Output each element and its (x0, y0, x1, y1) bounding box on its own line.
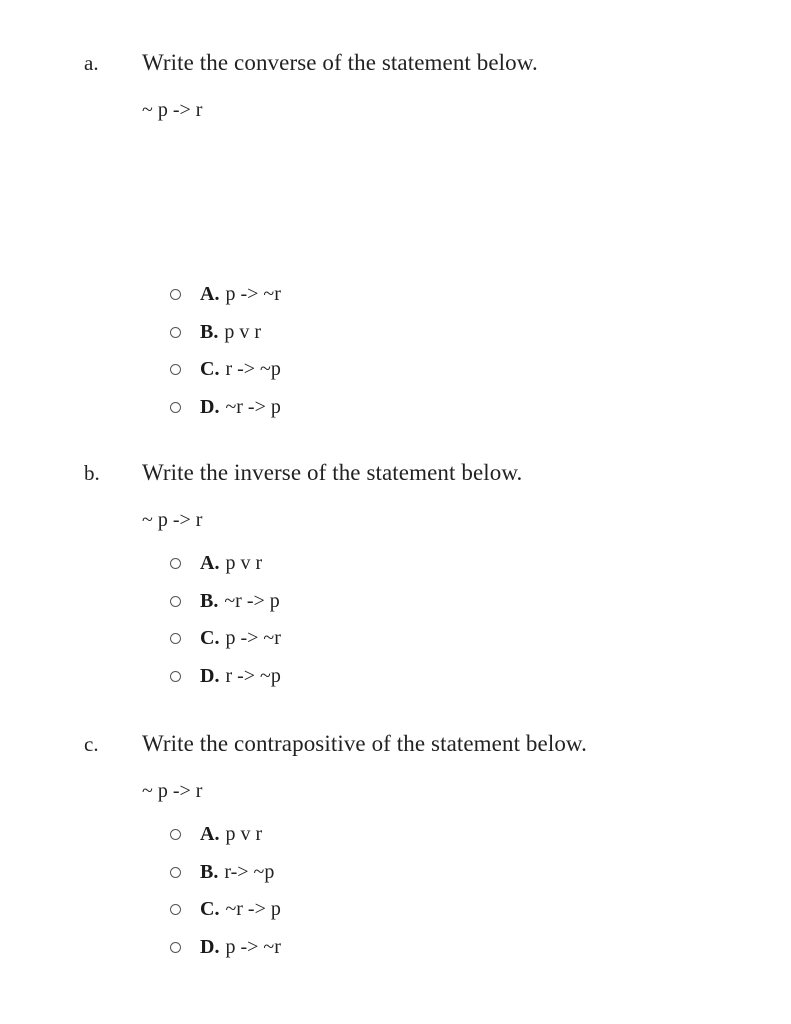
option-text: p v r (225, 552, 263, 575)
radio-button[interactable] (170, 402, 181, 413)
option-letter: D. (200, 935, 220, 958)
option-letter: A. (200, 552, 220, 575)
option-text: r -> ~p (225, 358, 281, 381)
option-letter: D. (200, 395, 220, 418)
option-a[interactable] (170, 276, 281, 314)
question-statement: ~ p -> r (142, 509, 203, 531)
option-d[interactable] (170, 389, 281, 427)
option-letter: B. (200, 589, 219, 612)
option-a[interactable] (170, 545, 281, 583)
option-c[interactable] (170, 620, 281, 658)
radio-button[interactable] (170, 364, 181, 375)
answer-options (170, 545, 281, 695)
option-letter: A. (200, 283, 220, 306)
radio-button[interactable] (170, 633, 181, 644)
radio-button[interactable] (170, 558, 181, 569)
answer-options (170, 276, 281, 426)
question-letter: b. (84, 461, 100, 485)
radio-button[interactable] (170, 867, 181, 878)
option-text: p -> ~r (225, 283, 281, 306)
question-letter: a. (84, 51, 99, 75)
option-letter: C. (200, 898, 220, 921)
question-statement: ~ p -> r (142, 99, 203, 121)
option-text: ~r -> p (224, 589, 280, 612)
option-letter: B. (200, 860, 219, 883)
radio-button[interactable] (170, 596, 181, 607)
question-letter: c. (84, 732, 99, 756)
option-c[interactable] (170, 351, 281, 389)
radio-button[interactable] (170, 671, 181, 682)
radio-button[interactable] (170, 327, 181, 338)
option-text: r -> ~p (225, 664, 281, 687)
radio-button[interactable] (170, 829, 181, 840)
radio-button[interactable] (170, 289, 181, 300)
option-text: ~r -> p (225, 395, 281, 418)
option-a[interactable] (170, 816, 281, 854)
radio-button[interactable] (170, 942, 181, 953)
option-b[interactable] (170, 314, 281, 352)
question-prompt: Write the converse of the statement below. (142, 50, 538, 75)
option-letter: D. (200, 664, 220, 687)
option-text: r-> ~p (224, 860, 275, 883)
option-b[interactable] (170, 854, 281, 892)
option-c[interactable] (170, 891, 281, 929)
question-statement: ~ p -> r (142, 780, 203, 802)
option-d[interactable] (170, 929, 281, 967)
option-text: p -> ~r (225, 627, 281, 650)
radio-button[interactable] (170, 904, 181, 915)
option-text: p -> ~r (225, 935, 281, 958)
option-text: ~r -> p (225, 898, 281, 921)
option-text: p v r (224, 320, 262, 343)
option-letter: A. (200, 823, 220, 846)
answer-options (170, 816, 281, 966)
option-b[interactable] (170, 583, 281, 621)
option-letter: C. (200, 358, 220, 381)
option-letter: B. (200, 320, 219, 343)
option-d[interactable] (170, 658, 281, 696)
option-letter: C. (200, 627, 220, 650)
option-text: p v r (225, 823, 263, 846)
question-prompt: Write the inverse of the statement below. (142, 460, 523, 485)
question-prompt: Write the contrapositive of the statement below. (142, 731, 587, 756)
